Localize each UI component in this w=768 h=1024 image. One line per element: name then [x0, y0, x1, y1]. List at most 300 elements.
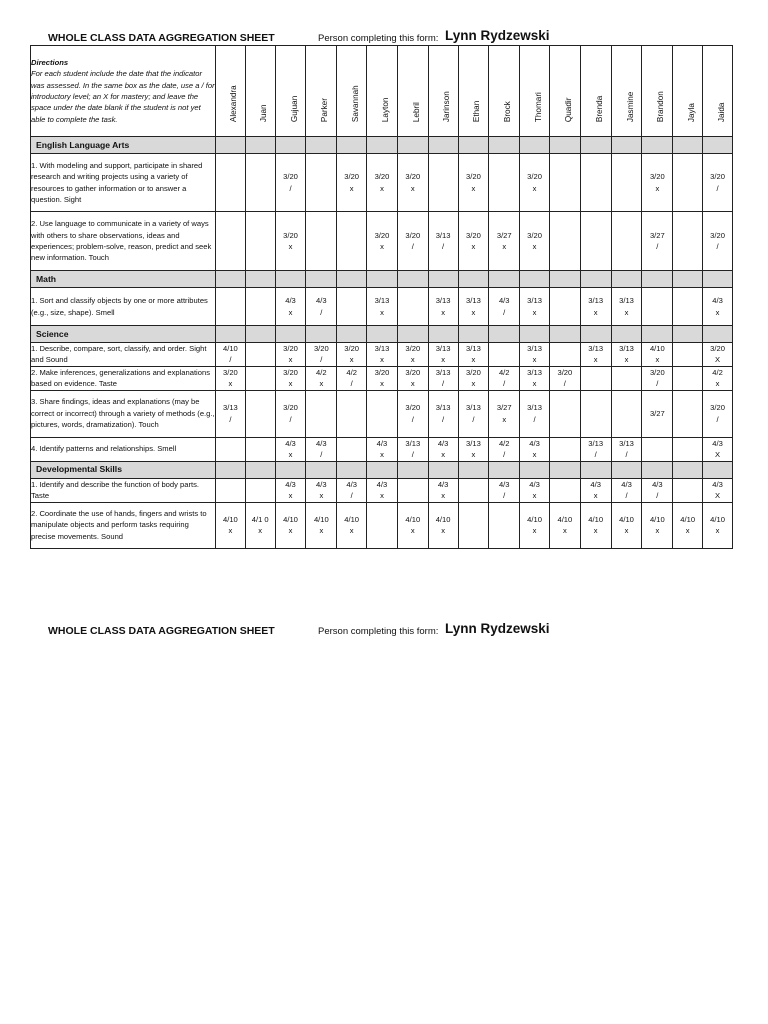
- level-symbol: /: [656, 379, 659, 389]
- assessment-date: 3/20: [283, 403, 298, 413]
- assessment-date: 3/20: [283, 230, 298, 240]
- assessment-date: 4/3: [529, 479, 540, 489]
- section-fill-cell: [367, 461, 398, 478]
- level-symbol: /: [320, 307, 323, 317]
- mark-cell: [642, 366, 673, 390]
- mark-cell: [275, 212, 306, 271]
- level-symbol: x: [655, 183, 660, 193]
- mark-cell: [549, 478, 580, 502]
- assessment-date: 4/10: [710, 514, 725, 524]
- section-fill-cell: [428, 326, 458, 343]
- assessment-date: 3/27: [496, 230, 512, 240]
- person-name: Lynn Rydzewski: [445, 28, 550, 43]
- assessment-date: 3/20: [527, 230, 542, 240]
- level-symbol: x: [288, 491, 293, 501]
- section-fill-cell: [216, 271, 246, 288]
- assessment-date: 3/13: [466, 296, 481, 306]
- indicator-row: [31, 288, 733, 326]
- level-symbol: x: [349, 355, 354, 365]
- mark-cell: [642, 437, 673, 461]
- mark-cell: [489, 366, 520, 390]
- mark-cell: [306, 212, 337, 271]
- mark-cell: [611, 343, 642, 367]
- mark-cell: [489, 390, 520, 437]
- mark-cell: [216, 154, 246, 212]
- mark-cell: [489, 437, 520, 461]
- mark-cell: [703, 366, 733, 390]
- mark-cell: [428, 502, 458, 548]
- level-symbol: /: [503, 450, 506, 460]
- student-header: [549, 46, 580, 137]
- mark-cell: [275, 288, 306, 326]
- level-symbol: x: [319, 526, 324, 536]
- assessment-date: 4/2: [712, 367, 723, 377]
- assessment-date: 3/13: [527, 403, 542, 413]
- level-symbol: x: [502, 414, 507, 424]
- section-fill-cell: [611, 326, 642, 343]
- mark-cell: [673, 502, 703, 548]
- level-symbol: /: [320, 450, 323, 460]
- level-symbol: /: [533, 414, 536, 424]
- section-fill-cell: [428, 271, 458, 288]
- level-symbol: X: [714, 450, 721, 460]
- mark-cell: [549, 212, 580, 271]
- level-symbol: x: [532, 379, 537, 389]
- student-header: [306, 46, 337, 137]
- mark-cell: [428, 154, 458, 212]
- indicator-row: [31, 366, 733, 390]
- assessment-date: 4/3: [712, 296, 723, 306]
- assessment-date: 4/3: [621, 479, 632, 489]
- assessment-date: 3/20: [344, 344, 360, 353]
- student-header: [520, 46, 550, 137]
- assessment-date: 4/10: [649, 344, 665, 353]
- level-symbol: /: [594, 450, 597, 460]
- indicator-row: [31, 478, 733, 502]
- mark-cell: [458, 288, 489, 326]
- student-name: Jayla: [686, 102, 696, 122]
- section-fill-cell: [458, 461, 489, 478]
- level-symbol: x: [288, 379, 293, 389]
- mark-cell: [275, 437, 306, 461]
- student-name: Savannah: [350, 84, 360, 122]
- assessment-date: 3/20: [283, 367, 298, 377]
- directions-cell: [31, 46, 216, 137]
- mark-cell: [703, 502, 733, 548]
- level-symbol: x: [532, 183, 537, 193]
- level-symbol: x: [593, 307, 598, 317]
- student-header: [703, 46, 733, 137]
- level-symbol: /: [411, 450, 414, 460]
- mark-cell: [520, 343, 550, 367]
- assessment-date: 3/13: [619, 344, 634, 353]
- assessment-date: 4/10: [223, 344, 238, 353]
- assessment-date: 3/13: [527, 296, 542, 306]
- mark-cell: [337, 478, 367, 502]
- section-fill-cell: [306, 461, 337, 478]
- mark-cell: [673, 288, 703, 326]
- assessment-date: 4/3: [376, 438, 388, 448]
- section-fill-cell: [306, 137, 337, 154]
- mark-cell: [642, 390, 673, 437]
- mark-cell: [245, 437, 275, 461]
- student-header: [216, 46, 246, 137]
- level-symbol: /: [411, 414, 414, 424]
- mark-cell: [611, 390, 642, 437]
- mark-cell: [489, 288, 520, 326]
- indicator-text: 3. Share findings, ideas and explanations (may be correct or incorrect) through a variety of methods (e.g., pictures, words, dramatization). Touch: [31, 390, 216, 437]
- mark-cell: [245, 502, 275, 548]
- mark-cell: [673, 437, 703, 461]
- mark-cell: [703, 390, 733, 437]
- level-symbol: x: [349, 183, 354, 193]
- assessment-date: 3/13: [466, 344, 481, 353]
- level-symbol: x: [715, 307, 720, 317]
- assessment-date: 4/3: [316, 438, 327, 448]
- assessment-date: 3/20: [405, 172, 421, 182]
- student-name: Juan: [259, 104, 269, 122]
- level-symbol: x: [471, 450, 476, 460]
- mark-cell: [580, 288, 611, 326]
- assessment-date: 3/20: [466, 230, 481, 240]
- student-header: [397, 46, 428, 137]
- mark-cell: [520, 390, 550, 437]
- mark-cell: [367, 437, 398, 461]
- mark-cell: [549, 502, 580, 548]
- section-fill-cell: [703, 271, 733, 288]
- level-symbol: x: [471, 379, 476, 389]
- indicator-text: 1. Sort and classify objects by one or more attributes (e.g., size, shape). Smell: [31, 288, 216, 326]
- assessment-date: 3/20: [466, 367, 481, 377]
- assessment-date: 3/13: [223, 403, 238, 413]
- section-fill-cell: [397, 137, 428, 154]
- student-header: [611, 46, 642, 137]
- level-symbol: x: [380, 307, 384, 317]
- mark-cell: [428, 343, 458, 367]
- level-symbol: x: [532, 355, 537, 365]
- section-fill-cell: [337, 461, 367, 478]
- section-fill-cell: [245, 461, 275, 478]
- section-fill-cell: [367, 326, 398, 343]
- level-symbol: x: [228, 379, 233, 389]
- level-symbol: /: [442, 379, 445, 389]
- level-symbol: x: [624, 526, 629, 536]
- section-fill-cell: [489, 461, 520, 478]
- assessment-date: 4/10: [344, 514, 360, 524]
- assessment-date: 3/20: [344, 172, 360, 182]
- sheet-header-2: [48, 621, 748, 641]
- section-fill-cell: [580, 461, 611, 478]
- mark-cell: [611, 437, 642, 461]
- level-symbol: /: [716, 414, 719, 424]
- section-fill-cell: [337, 137, 367, 154]
- mark-cell: [642, 154, 673, 212]
- mark-cell: [458, 437, 489, 461]
- level-symbol: /: [289, 414, 292, 424]
- section-fill-cell: [397, 271, 428, 288]
- aggregation-table: [30, 45, 733, 549]
- assessment-date: 3/20: [466, 172, 481, 182]
- section-fill-cell: [673, 271, 703, 288]
- mark-cell: [397, 478, 428, 502]
- indicator-row: [31, 390, 733, 437]
- level-symbol: x: [228, 526, 233, 536]
- level-symbol: x: [441, 491, 445, 501]
- mark-cell: [337, 154, 367, 212]
- mark-cell: [306, 288, 337, 326]
- mark-cell: [367, 212, 398, 271]
- mark-cell: [520, 154, 550, 212]
- assessment-date: 4/2: [346, 367, 357, 377]
- assessment-date: 3/20: [557, 367, 573, 377]
- section-fill-cell: [642, 326, 673, 343]
- mark-cell: [580, 478, 611, 502]
- level-symbol: /: [625, 491, 628, 501]
- assessment-date: 3/20: [283, 344, 298, 353]
- mark-cell: [673, 478, 703, 502]
- level-symbol: /: [716, 242, 719, 251]
- mark-cell: [275, 366, 306, 390]
- mark-cell: [397, 390, 428, 437]
- section-fill-cell: [216, 137, 246, 154]
- level-symbol: x: [410, 183, 415, 193]
- assessment-date: 3/13: [374, 344, 390, 353]
- mark-cell: [397, 502, 428, 548]
- mark-cell: [428, 437, 458, 461]
- assessment-date: 4/2: [498, 438, 510, 448]
- mark-cell: [703, 437, 733, 461]
- level-symbol: /: [503, 491, 506, 501]
- mark-cell: [611, 502, 642, 548]
- section-fill-cell: [245, 137, 275, 154]
- assessment-date: 4/3: [498, 296, 510, 306]
- level-symbol: x: [380, 183, 384, 193]
- mark-cell: [642, 288, 673, 326]
- assessment-date: 4/10: [588, 514, 604, 524]
- section-fill-cell: [549, 271, 580, 288]
- student-header: [489, 46, 520, 137]
- section-fill-cell: [458, 137, 489, 154]
- mark-cell: [703, 154, 733, 212]
- mark-cell: [642, 502, 673, 548]
- indicator-text: 2. Use language to communicate in a variety of ways with others to share observations, ideas and experiences; problem-solve, reason, predict and seek new information. Touch: [31, 212, 216, 271]
- section-row: [31, 271, 733, 288]
- section-fill-cell: [703, 326, 733, 343]
- mark-cell: [642, 212, 673, 271]
- mark-cell: [642, 343, 673, 367]
- mark-cell: [520, 437, 550, 461]
- assessment-date: 4/3: [652, 479, 663, 489]
- assessment-date: 4/2: [498, 367, 510, 377]
- mark-cell: [611, 288, 642, 326]
- mark-cell: [367, 288, 398, 326]
- section-fill-cell: [642, 461, 673, 478]
- mark-cell: [216, 478, 246, 502]
- mark-cell: [306, 502, 337, 548]
- assessment-date: 3/13: [435, 296, 451, 306]
- student-name: Gujuan: [289, 95, 299, 122]
- level-symbol: /: [503, 379, 506, 389]
- student-name: Ethan: [472, 100, 482, 122]
- section-fill-cell: [549, 461, 580, 478]
- level-symbol: x: [410, 379, 415, 389]
- mark-cell: [549, 288, 580, 326]
- level-symbol: x: [441, 355, 445, 365]
- section-fill-cell: [580, 271, 611, 288]
- assessment-date: 3/27: [649, 408, 665, 418]
- mark-cell: [245, 212, 275, 271]
- section-fill-cell: [275, 271, 306, 288]
- assessment-date: 3/13: [466, 403, 481, 413]
- student-header: [458, 46, 489, 137]
- mark-cell: [428, 212, 458, 271]
- level-symbol: /: [289, 183, 292, 193]
- mark-cell: [520, 212, 550, 271]
- assessment-date: 3/20: [405, 344, 421, 353]
- mark-cell: [367, 390, 398, 437]
- sheet-title-2: WHOLE CLASS DATA AGGREGATION SHEET: [48, 625, 275, 637]
- assessment-date: 4/3: [316, 296, 327, 306]
- student-header: [428, 46, 458, 137]
- mark-cell: [703, 478, 733, 502]
- mark-cell: [216, 343, 246, 367]
- student-name: Jarinson: [441, 90, 451, 122]
- indicator-row: [31, 343, 733, 367]
- student-name: Brenda: [594, 95, 604, 122]
- level-symbol: /: [656, 242, 659, 251]
- assessment-date: 3/20: [405, 367, 421, 377]
- mark-cell: [275, 478, 306, 502]
- mark-cell: [611, 366, 642, 390]
- mark-cell: [642, 478, 673, 502]
- assessment-date: 4/2: [316, 367, 327, 377]
- level-symbol: x: [288, 307, 293, 317]
- section-fill-cell: [306, 326, 337, 343]
- student-header: [245, 46, 275, 137]
- person-label-2: Person completing this form:: [318, 626, 439, 637]
- mark-cell: [549, 154, 580, 212]
- level-symbol: /: [229, 414, 232, 424]
- mark-cell: [245, 478, 275, 502]
- mark-cell: [397, 366, 428, 390]
- level-symbol: X: [714, 491, 721, 501]
- mark-cell: [458, 343, 489, 367]
- mark-cell: [458, 390, 489, 437]
- directions-text: For each student include the date that the indicator was assessed. In the same box as the date, use a / for introductory level; an X for mastery; and leave the space under the date blank if the student is not yet able to complete the task.: [31, 69, 215, 124]
- assessment-date: 3/20: [710, 230, 725, 240]
- assessment-date: 4/10: [527, 514, 542, 524]
- assessment-date: 3/13: [374, 296, 390, 306]
- mark-cell: [216, 390, 246, 437]
- level-symbol: x: [410, 355, 415, 365]
- level-symbol: x: [715, 379, 720, 389]
- mark-cell: [245, 366, 275, 390]
- section-fill-cell: [520, 326, 550, 343]
- level-symbol: /: [442, 242, 445, 251]
- mark-cell: [458, 212, 489, 271]
- mark-cell: [428, 288, 458, 326]
- assessment-date: 3/13: [619, 296, 634, 306]
- level-symbol: x: [441, 307, 445, 317]
- mark-cell: [216, 212, 246, 271]
- section-row: [31, 461, 733, 478]
- mark-cell: [580, 502, 611, 548]
- mark-cell: [549, 343, 580, 367]
- assessment-date: 3/20: [374, 172, 390, 182]
- mark-cell: [520, 502, 550, 548]
- assessment-date: 3/13: [466, 438, 481, 448]
- mark-cell: [458, 154, 489, 212]
- assessment-date: 4/1 0: [251, 514, 269, 524]
- level-symbol: x: [380, 450, 384, 460]
- mark-cell: [275, 390, 306, 437]
- assessment-date: 3/13: [527, 367, 542, 377]
- assessment-date: 4/10: [649, 514, 665, 524]
- assessment-date: 4/3: [590, 479, 601, 489]
- assessment-date: 3/13: [405, 438, 421, 448]
- level-symbol: x: [441, 450, 445, 460]
- mark-cell: [520, 288, 550, 326]
- level-symbol: x: [655, 526, 660, 536]
- level-symbol: x: [685, 526, 690, 536]
- level-symbol: x: [441, 526, 445, 536]
- assessment-date: 3/20: [649, 367, 665, 377]
- student-name: Lebril: [411, 101, 421, 122]
- level-symbol: x: [532, 450, 537, 460]
- section-fill-cell: [245, 326, 275, 343]
- assessment-date: 3/13: [435, 344, 451, 353]
- mark-cell: [549, 390, 580, 437]
- section-fill-cell: [703, 137, 733, 154]
- section-fill-cell: [489, 326, 520, 343]
- student-header-row: [31, 46, 733, 137]
- mark-cell: [306, 437, 337, 461]
- mark-cell: [580, 437, 611, 461]
- level-symbol: x: [715, 526, 720, 536]
- mark-cell: [245, 154, 275, 212]
- assessment-date: 4/10: [435, 514, 451, 524]
- section-fill-cell: [673, 326, 703, 343]
- level-symbol: x: [288, 242, 293, 251]
- mark-cell: [458, 478, 489, 502]
- mark-cell: [367, 366, 398, 390]
- assessment-date: 4/10: [313, 514, 329, 524]
- section-fill-cell: [245, 271, 275, 288]
- mark-cell: [520, 366, 550, 390]
- section-title: Developmental Skills: [31, 461, 216, 478]
- mark-cell: [367, 502, 398, 548]
- assessment-date: 4/3: [712, 479, 723, 489]
- mark-cell: [428, 478, 458, 502]
- level-symbol: x: [502, 242, 507, 251]
- mark-cell: [367, 154, 398, 212]
- section-fill-cell: [489, 271, 520, 288]
- mark-cell: [458, 502, 489, 548]
- section-fill-cell: [397, 461, 428, 478]
- section-fill-cell: [275, 461, 306, 478]
- person-label: Person completing this form:: [318, 33, 439, 44]
- section-title: English Language Arts: [31, 137, 216, 154]
- level-symbol: x: [532, 307, 537, 317]
- student-name: Jasmine: [625, 91, 635, 122]
- assessment-date: 4/3: [316, 479, 327, 489]
- level-symbol: x: [380, 355, 384, 365]
- mark-cell: [216, 502, 246, 548]
- section-row: [31, 137, 733, 154]
- level-symbol: /: [229, 355, 232, 365]
- assessment-date: 3/27: [496, 403, 512, 413]
- assessment-date: 4/10: [619, 514, 634, 524]
